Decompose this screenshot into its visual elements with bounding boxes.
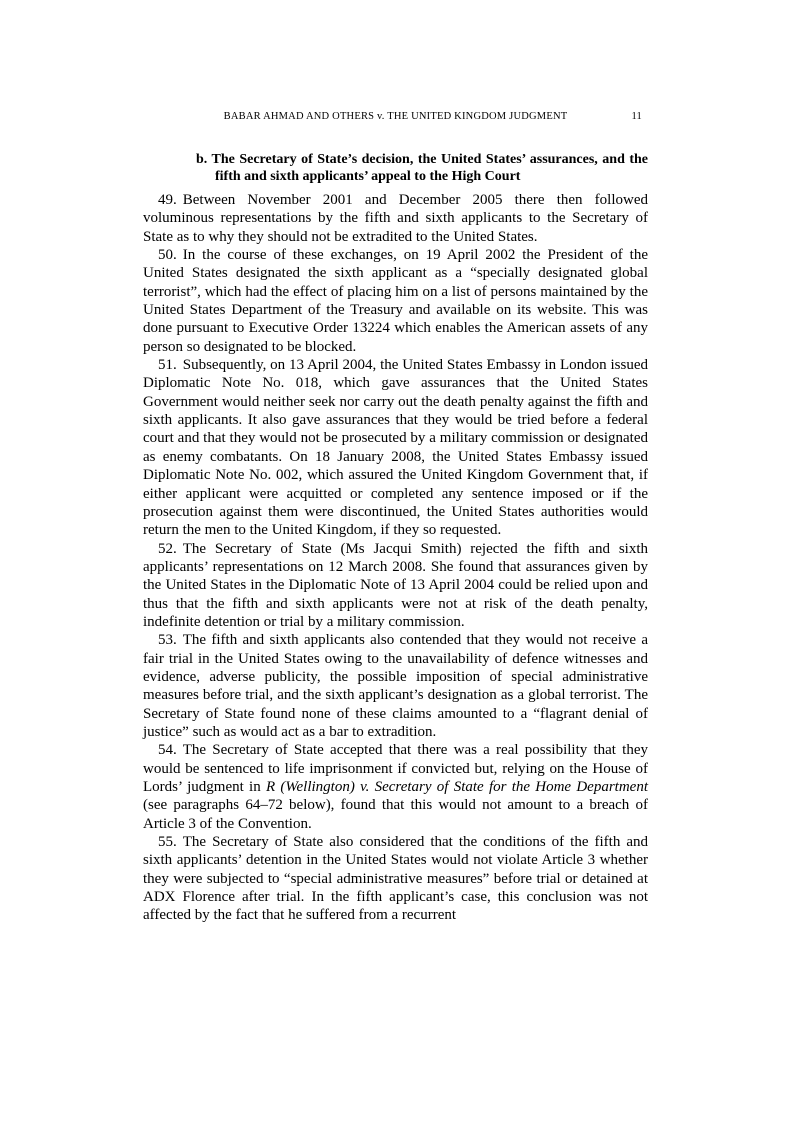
section-heading-label: b.: [196, 152, 208, 167]
paragraph-55: [143, 833, 648, 925]
paragraph-number: 53.: [158, 632, 177, 649]
text-run: The Secretary of State (Ms Jacqui Smith) rejected the fifth and sixth applicants’ representations on 12 March 2008. She found that assurances given by the United States in the Diplomatic Note of 13 April 2004 could be relied upon and thus that the fifth and sixth applicants were not at risk of the death penalty, indefinite detention or trial by a military commission.: [143, 540, 648, 630]
paragraph-number: 54.: [158, 742, 177, 759]
paragraph-53: [143, 631, 648, 741]
text-run: Between November 2001 and December 2005 there then followed voluminous representations by the fifth and sixth applicants to the Secretary of State as to why they should not be extradited to the United States.: [143, 192, 648, 245]
paragraph-number: 51.: [158, 357, 177, 374]
paragraph-52: [143, 540, 648, 632]
document-body: [143, 191, 648, 925]
paragraph-49: [143, 191, 648, 246]
paragraph-number: 50.: [158, 247, 177, 264]
paragraph-number: 52.: [158, 540, 177, 557]
section-heading-title: The Secretary of State’s decision, the United States’ assurances, and the fifth and sixth applicants’ appeal to the High Court: [211, 152, 648, 184]
text-run: The Secretary of State accepted that there was a real possibility that they would be sentenced to life imprisonment if convicted but, relying on the House of Lords’ judgment in: [143, 742, 648, 795]
section-heading: [143, 151, 648, 185]
case-citation: R (Wellington) v. Secretary of State for the Home Department: [265, 779, 648, 795]
page-header: [143, 110, 648, 124]
page-number: 11: [631, 111, 642, 122]
paragraph-51: [143, 356, 648, 539]
paragraph-50: [143, 246, 648, 356]
text-run: The fifth and sixth applicants also contended that they would not receive a fair trial in the United States owing to the unavailability of defence witnesses and evidence, adverse publicity, the possible imposition of special administrative measures before trial, and the sixth applicant’s designation as a global terrorist. The Secretary of State found none of these claims amounted to a “flagrant denial of justice” such as would act as a bar to extradition.: [143, 632, 648, 740]
paragraph-number: 49.: [158, 192, 177, 208]
running-title: BABAR AHMAD AND OTHERS v. THE UNITED KINGDOM JUDGMENT: [223, 111, 568, 122]
text-run: Subsequently, on 13 April 2004, the United States Embassy in London issued Diplomatic Note No. 018, which gave assurances that the United States Government would neither seek nor carry out the death penalty against the fifth and sixth applicants. It also gave assurances that they would be tried before a federal court and that they would not be prosecuted by a military commission or designated as enemy combatants. On 18 January 2008, the United States Embassy issued Diplomatic Note No. 002, which assured the United Kingdom Government that, if either applicant were acquitted or completed any sentence imposed or if the prosecution against them were discontinued, the United States authorities would return the men to the United Kingdom, if they so requested.: [143, 357, 648, 539]
paragraph-number: 55.: [158, 834, 177, 851]
text-run: The Secretary of State also considered that the conditions of the fifth and sixth applicants’ detention in the United States would not violate Article 3 whether they were subjected to “special administrative measures” before trial or detained at ADX Florence after trial. In the fifth applicant’s case, this conclusion was not affected by the fact that he suffered from a recurrent: [143, 834, 648, 924]
text-run: (see paragraphs 64–72 below), found that this would not amount to a breach of Article 3 of the Convention.: [143, 797, 648, 832]
paragraph-54: [143, 741, 648, 833]
text-run: In the course of these exchanges, on 19 April 2002 the President of the United States designated the sixth applicant as a “specially designated global terrorist”, which had the effect of placing him on a list of persons maintained by the United States Department of the Treasury and available on its website. This was done pursuant to Executive Order 13224 which enables the American assets of any person so designated to be blocked.: [143, 247, 648, 355]
